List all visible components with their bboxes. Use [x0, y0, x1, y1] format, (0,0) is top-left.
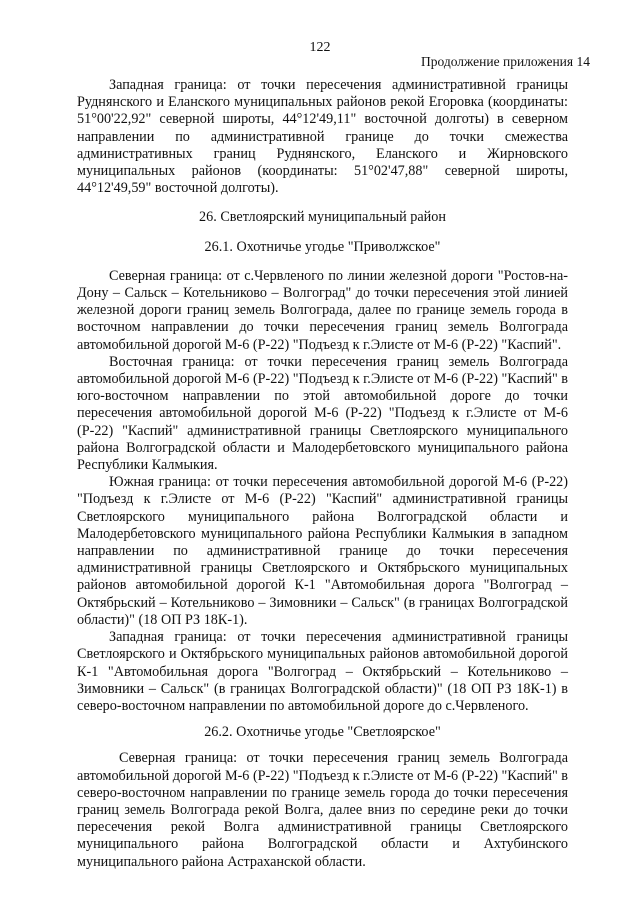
area1-north-border: Северная граница: от с.Червленого по линии железной дороги "Ростов-на-Дону – Сальск – Котельниково – Волгоград" до точки пересечения этой линией железной дороги границ земель Волгограда, далее по границе земель города в восточном направлении до точки пересечения границ земель Волгограда автомобильной дорогой М-6 (Р-22) "Подъезд к г.Элисте от М-6 (Р-22) "Каспий". — [77, 267, 568, 353]
area1-south-border: Южная граница: от точки пересечения автомобильной дорогой М-6 (Р-22) "Подъезд к г.Элисте от М-6 (Р-22) "Каспий" административной границы Светлоярского муниципального района Волгоградской области и Малодербетовского муниципального района Республики Калмыкия в западном направлении по административной границе до точки пересечения административной границы Светлоярского и Октябрьского муниципальных районов автомобильной дорогой К-1 "Автомобильная дорога "Волгоград – Октябрьский – Котельниково – Зимовники – Сальск" (в границах Волгоградской области)" (18 ОП РЗ 18К-1). — [77, 474, 568, 628]
area1-heading: 26.1. Охотничье угодье "Приволжское" — [204, 238, 441, 255]
district-heading: 26. Светлоярский муниципальный район — [199, 209, 446, 226]
area1-west-border: Западная граница: от точки пересечения административной границы Светлоярского и Октябрьского муниципальных районов автомобильной дорогой К-1 "Автомобильная дорога "Волгоград – Октябрьский – Котельниково – Зимовники – Сальск" (в границах Волгоградской области)" (18 ОП РЗ 18К-1) в северо-восточном направлении по автомобильной дороге до с.Червленого. — [77, 629, 568, 714]
area2-north-border: Северная граница: от точки пересечения границ земель Волгограда автомобильной дорогой М-6 (Р-22) "Подъезд к г.Элисте от М-6 (Р-22) "Каспий" в северо-восточном направлении по границе земель города до точки пересечения границ земель Волгограда рекой Волга, далее вниз по середине реки до точки пересечения рекой Волга административной границы Светлоярского муниципального района Волгоградской области и Ахтубинского муниципального района Астраханской области. — [77, 750, 568, 870]
appendix-continuation-note: Продолжение приложения 14 — [420, 54, 590, 69]
area2-heading: 26.2. Охотничье угодье "Светлоярское" — [204, 724, 441, 741]
area1-east-border: Восточная граница: от точки пересечения границ земель Волгограда автомобильной дорогой М-6 (Р-22) "Подъезд к г.Элисте от М-6 (Р-22) "Каспий" в юго-восточном направлении по этой автомобильной дороге до точки пересечения автомобильной дорогой М-6 (Р-22) "Подъезд к г.Элисте от М-6 (Р-22) "Каспий" административной границы Светлоярского муниципального района Волгоградской области и Малодербетовского муниципального района Республики Калмыкия. — [77, 353, 568, 474]
west-border-paragraph: Западная граница: от точки пересечения административной границы Руднянского и Еланского муниципальных районов рекой Егоровка (координаты: 51°00'22,92" северной широты, 44°12'49,11" восточной долготы) в северном направлении по административной границе до точки смежества административных границ Руднянского, Еланского и Жирновского муниципальных районов (координаты: 51°02'47,88" северной широты, 44°12'49,59" восточной долготы). — [77, 77, 568, 197]
document-body — [77, 77, 568, 871]
page-number: 122 — [309, 40, 331, 55]
